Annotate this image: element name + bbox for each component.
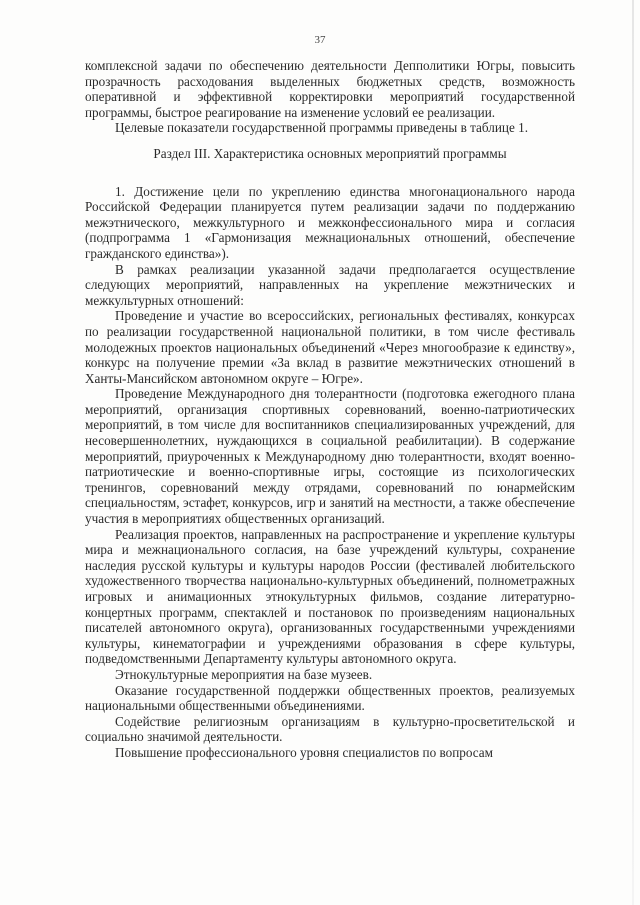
scan-edge-shadow bbox=[632, 0, 634, 905]
paragraph-religious-orgs: Содействие религиозным организациям в культурно-просветительской и социально значимой деятельности. bbox=[85, 713, 575, 745]
paragraph-measures-intro: В рамках реализации указанной задачи предполагается осуществление следующих мероприятий, направленных на укрепление межэтнических и межкультурных отношений: bbox=[85, 261, 575, 308]
paragraph-museums: Этнокультурные мероприятия на базе музеев. bbox=[115, 666, 373, 682]
paragraph-festivals: Проведение и участие во всероссийских, региональных фестивалях, конкурсах по реализации государственной национальной политики, в том числе фестиваль молодежных проектов национальных объединений «Через многообразие к единству», конкурс на получение премии «За вклад в развитие межэтнических отношений в Ханты-Мансийском автономном округе – Югре». bbox=[85, 308, 575, 386]
section-heading: Раздел III. Характеристика основных мероприятий программы bbox=[153, 145, 507, 161]
paragraph-state-support: Оказание государственной поддержки общественных проектов, реализуемых национальными общественными объединениями. bbox=[85, 682, 575, 714]
paragraph-goal: 1. Достижение цели по укреплению единства многонационального народа Российской Федерации планируется путем реализации задачи по поддержанию межэтнического, межкультурного и межконфессионального мира и согласия (подпрограмма 1 «Гармонизация межнациональных отношений, обеспечение гражданского единства»). bbox=[85, 183, 575, 261]
paragraph-professional-level: Повышение профессионального уровня специалистов по вопросам bbox=[115, 744, 493, 760]
document-body bbox=[85, 58, 575, 761]
page-number: 37 bbox=[314, 34, 326, 46]
paragraph-continuation: комплексной задачи по обеспечению деятельности Депполитики Югры, повысить прозрачность расходования выделенных бюджетных средств, возможность оперативной и эффективной корректировки мероприятий государственной программы, быстрое реагирование на изменение условий ее реализации. bbox=[85, 58, 575, 120]
paragraph-culture-projects: Реализация проектов, направленных на распространение и укрепление культуры мира и межнационального согласия, на базе учреждений культуры, сохранение наследия русской культуры и культуры народов России (фестивалей любительского художественного творчества национально-культурных объединений, полнометражных игровых и анимационных этнокультурных фильмов, создание литературно-концертных программ, спектаклей и постановок по произведениям национальных писателей автономного округа), организованных государственными учреждениями культуры, кинематографии и учреждениями образования в сфере культуры, подведомственными Департаменту культуры автономного округа. bbox=[85, 526, 575, 667]
paragraph-tolerance-day: Проведение Международного дня толерантности (подготовка ежегодного плана мероприятий, организация спортивных соревнований, военно-патриотических мероприятий, в том числе для воспитанников специализированных учреждений, для несовершеннолетних, нуждающихся в социальной реабилитации). В содержание мероприятий, приуроченных к Международному дню толерантности, входят военно-патриотические и военно-спортивные игры, состоящие из психологических тренингов, соревнований между отрядами, соревнований по юнармейским специальностям, эстафет, конкурсов, игр и занятий на местности, а также обеспечение участия в мероприятиях общественных организаций. bbox=[85, 386, 575, 527]
paragraph-target-indicators: Целевые показатели государственной программы приведены в таблице 1. bbox=[115, 120, 528, 136]
